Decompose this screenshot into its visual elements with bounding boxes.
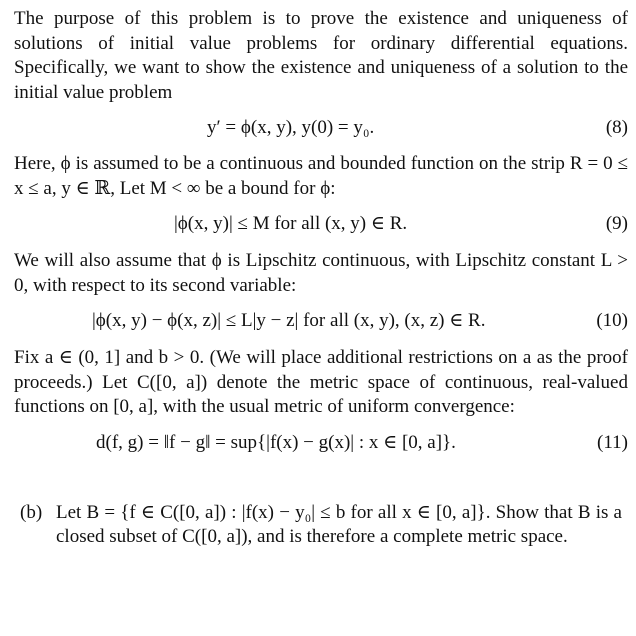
part-b-text: Let B = {f ∈ C([0, a]) : |f(x) − y₀| ≤ b for all x ∈ [0, a]}. Show that B is a closed subset of C([0, a]), and is therefore a complete metric space. [56,501,622,547]
equation-8-body: y′ = ϕ(x, y), y(0) = y₀. [207,117,375,138]
equation-10 [14,309,628,333]
equation-9 [14,212,628,236]
equation-11-body: d(f, g) = ‖f − g‖ = sup{|f(x) − g(x)| : x ∈ [0, a]}. [96,431,456,453]
part-b [14,501,628,550]
metric-space-paragraph: Fix a ∈ (0, 1] and b > 0. (We will place additional restrictions on a as the proof proceeds.) Let C([0, a]) denote the metric space of continuous, real-valued functions on [0, a], with the usual metric of uniform convergence: [14,347,628,417]
problem-document [14,7,628,550]
equation-9-body: |ϕ(x, y)| ≤ M for all (x, y) ∈ R. [174,213,408,234]
equation-11-number: (11) [597,431,628,453]
lipschitz-paragraph: We will also assume that ϕ is Lipschitz continuous, with Lipschitz constant L > 0, with respect to its second variable: [14,250,628,296]
equation-9-number: (9) [605,213,628,234]
strip-paragraph: Here, ϕ is assumed to be a continuous and bounded function on the strip R = 0 ≤ x ≤ a, y ∈ ℝ, Let M < ∞ be a bound for ϕ: [14,153,628,199]
equation-10-number: (10) [596,310,628,331]
intro-paragraph: The purpose of this problem is to prove the existence and uniqueness of solutions of initial value problems for ordinary differential equations. Specifically, we want to show the existence and uniqueness of a solution to the initial value problem [14,8,628,103]
equation-8 [14,116,628,140]
equation-11 [14,431,628,455]
equation-8-number: (8) [605,117,628,138]
equation-10-body: |ϕ(x, y) − ϕ(x, z)| ≤ L|y − z| for all (x, y), (x, z) ∈ R. [92,310,486,331]
part-b-label: (b) [20,501,43,523]
